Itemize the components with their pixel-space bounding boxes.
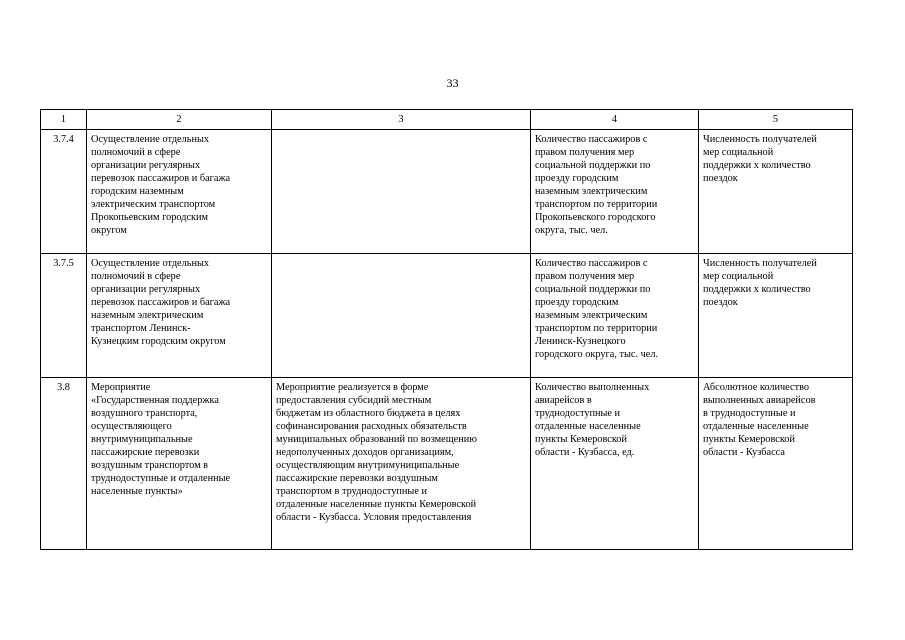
header-cell-3: 3 bbox=[272, 110, 531, 130]
header-cell-5: 5 bbox=[699, 110, 853, 130]
page-number: 33 bbox=[446, 76, 459, 90]
calculation-method: Численность получателей мер социальной поддержки х количество поездок bbox=[699, 130, 853, 254]
event-description bbox=[272, 254, 531, 378]
event-name: Осуществление отдельных полномочий в сфере организации регулярных перевозок пассажиров и багажа наземным электрическим транспортом Ленинск- Кузнецким городским округом bbox=[87, 254, 272, 378]
event-description bbox=[272, 130, 531, 254]
header-cell-2: 2 bbox=[87, 110, 272, 130]
row-number: 3.8 bbox=[41, 378, 87, 550]
calculation-method: Численность получателей мер социальной поддержки х количество поездок bbox=[699, 254, 853, 378]
program-table bbox=[40, 109, 853, 550]
event-name: Мероприятие «Государственная поддержка воздушного транспорта, осуществляющего внутримуниципальные пассажирские перевозки воздушным транспортом в труднодоступные и отдаленные населенные пункты» bbox=[87, 378, 272, 550]
table-row bbox=[41, 130, 853, 254]
header-cell-4: 4 bbox=[531, 110, 699, 130]
header-cell-1: 1 bbox=[41, 110, 87, 130]
indicator-name: Количество выполненных авиарейсов в труднодоступные и отдаленные населенные пункты Кемеровской области - Кузбасса, ед. bbox=[531, 378, 699, 550]
row-number: 3.7.4 bbox=[41, 130, 87, 254]
calculation-method: Абсолютное количество выполненных авиарейсов в труднодоступные и отдаленные населенные пункты Кемеровской области - Кузбасса bbox=[699, 378, 853, 550]
event-name: Осуществление отдельных полномочий в сфере организации регулярных перевозок пассажиров и багажа городским наземным электрическим транспортом Прокопьевским городским округом bbox=[87, 130, 272, 254]
table-row bbox=[41, 254, 853, 378]
event-description: Мероприятие реализуется в форме предоставления субсидий местным бюджетам из областного бюджета в целях софинансирования расходных обязательств муниципальных образований по возмещению недополученных доходов организациям, осуществляющим внутримуниципальные пассажирские перевозки воздушным транспортом в труднодоступные и отдаленные населенные пункты Кемеровской области - Кузбасса. Условия предоставления bbox=[272, 378, 531, 550]
table-row bbox=[41, 378, 853, 550]
table-header-row bbox=[41, 110, 853, 130]
indicator-name: Количество пассажиров с правом получения мер социальной поддержки по проезду городским наземным электрическим транспортом по территории Прокопьевского городского округа, тыс. чел. bbox=[531, 130, 699, 254]
row-number: 3.7.5 bbox=[41, 254, 87, 378]
indicator-name: Количество пассажиров с правом получения мер социальной поддержки по проезду городским наземным электрическим транспортом по территории Ленинск-Кузнецкого городского округа, тыс. чел. bbox=[531, 254, 699, 378]
